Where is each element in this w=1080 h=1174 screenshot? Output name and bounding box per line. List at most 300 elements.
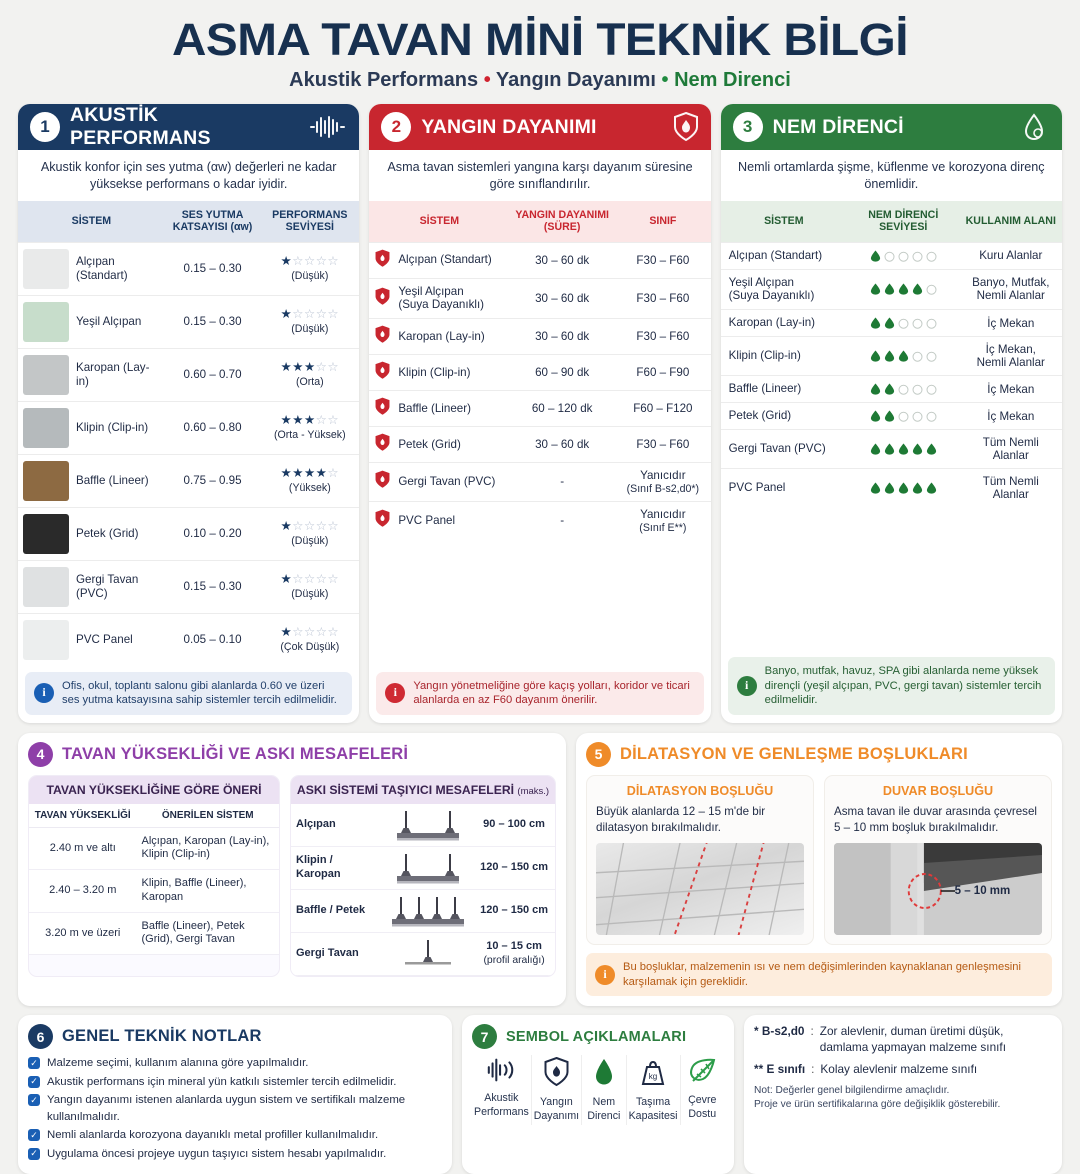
panel3-intro: Nemli ortamlarda şişme, küflenme ve korozyona direnç önemlidir.: [738, 160, 1045, 192]
system-thumbnail: [23, 408, 69, 448]
page-subtitle: [18, 69, 1062, 92]
table-row: [18, 560, 359, 613]
ceiling-height-value: 2.40 m ve altı: [29, 827, 137, 870]
symbol-item: [627, 1055, 681, 1124]
fire-class: F60 – F90: [615, 355, 711, 391]
table-row: [18, 454, 359, 507]
legend-row: [754, 1062, 1052, 1078]
top-panels-row: [18, 104, 1062, 722]
sound-wave-icon: [474, 1057, 529, 1088]
col-header-duration-line1: YANGIN DAYANIMI: [515, 209, 609, 222]
fire-shield-icon: [374, 470, 391, 493]
star-rating: ★☆☆☆☆: [280, 572, 340, 587]
performance-level: [260, 507, 359, 560]
level-label: (Düşük): [291, 269, 329, 282]
fire-shield-icon: [673, 112, 699, 142]
subtitle-acoustic: Akustik Performans: [289, 69, 479, 92]
moisture-system-name: Karopan (Lay-in): [721, 310, 847, 337]
note-text: Malzeme seçimi, kullanım alanına göre yapılmalıdır.: [47, 1057, 309, 1070]
table-row: [369, 355, 710, 391]
aw-value: 0.75 – 0.95: [165, 454, 261, 507]
system-thumbnail: [23, 249, 69, 289]
level-label: (Yüksek): [288, 481, 331, 494]
hanger-spacing-subcard: [290, 775, 556, 977]
fire-shield-icon: [374, 509, 391, 532]
hanger-system-name: Baffle / Petek: [291, 889, 375, 932]
acoustic-system-cell: [18, 613, 165, 666]
table-row: [18, 348, 359, 401]
dilatation-photo: [596, 843, 804, 935]
table-row: [18, 401, 359, 454]
system-name: Karopan (Lay-in): [398, 329, 485, 343]
fire-system-cell: [369, 427, 509, 463]
fire-class: F30 – F60: [615, 319, 711, 355]
star-rating: ★★★★☆: [280, 466, 340, 481]
panel2-note: [376, 672, 703, 715]
hanger-spacing-sub: (profil aralığı): [483, 955, 545, 967]
col-header-aw-line1: SES YUTMA: [181, 209, 244, 222]
panel7-header: [472, 1024, 724, 1049]
table-row: [18, 242, 359, 295]
fire-shield-icon: [374, 249, 391, 272]
table-row: [369, 427, 710, 463]
performance-level: [260, 348, 359, 401]
table-row: [721, 242, 1062, 269]
legend-rows: [754, 1024, 1052, 1078]
middle-panels-row: [18, 733, 1062, 1007]
usage-area: İç Mekan, Nemli Alanlar: [960, 337, 1062, 376]
acoustic-system-cell: [18, 454, 165, 507]
moisture-level: [847, 430, 960, 469]
table-row: [369, 501, 710, 540]
fire-class-sub: (Sınıf B-s2,d0*): [626, 482, 700, 495]
legend-key: * B-s2,d0: [754, 1024, 805, 1039]
system-thumbnail: [23, 514, 69, 554]
legend-row: [754, 1024, 1052, 1056]
col-header-height: TAVAN YÜKSEKLİĞİ: [29, 804, 137, 828]
panel4-sub2-title: [291, 776, 555, 804]
page-title: ASMA TAVAN MİNİ TEKNİK BİLGİ: [172, 14, 908, 65]
system-name: PVC Panel: [398, 513, 456, 527]
fire-system-cell: [369, 462, 509, 501]
col-header-duration: [509, 201, 615, 242]
panel1-number: 1: [30, 112, 60, 142]
star-rating: ★★★☆☆: [280, 413, 340, 428]
symbol-item: [532, 1055, 582, 1124]
table-row: [29, 870, 279, 913]
fire-class: Yanıcıdır (Sınıf B-s2,d0*): [615, 462, 711, 501]
fire-duration: 60 – 90 dk: [509, 355, 615, 391]
aw-value: 0.60 – 0.70: [165, 348, 261, 401]
legend-key: ** E sınıfı: [754, 1062, 806, 1077]
panel7-number: 7: [472, 1024, 497, 1049]
usage-area: Tüm Nemli Alanlar: [960, 430, 1062, 469]
col-header-perf-line1: PERFORMANS: [272, 209, 348, 222]
panel1-note: [25, 672, 352, 715]
moisture-level: [847, 376, 960, 403]
panel2-note-text: Yangın yönetmeliğine göre kaçış yolları, koridor ve ticari alanlarda en az F60 dayanım önerilir.: [413, 679, 690, 707]
moisture-dots: [850, 383, 957, 395]
fire-duration: 60 – 120 dk: [509, 391, 615, 427]
fire-class-sub: (Sınıf E**): [639, 521, 687, 534]
hanger-diagram-cell: [375, 804, 473, 847]
moisture-level: [847, 310, 960, 337]
table-row: [18, 295, 359, 348]
fire-duration: 30 – 60 dk: [509, 278, 615, 319]
acoustic-system-cell: [18, 348, 165, 401]
star-rating: ★☆☆☆☆: [280, 625, 340, 640]
acoustic-system-cell: [18, 295, 165, 348]
panel2-intro: Asma tavan sistemleri yangına karşı dayanım süresine göre sınıflandırılır.: [387, 160, 693, 192]
fire-system-cell: [369, 391, 509, 427]
table-row: [721, 376, 1062, 403]
table-row: [291, 846, 555, 889]
fire-duration: -: [509, 462, 615, 501]
panel-acoustic-performance: [18, 104, 359, 722]
system-name: Klipin (Clip-in): [76, 420, 149, 434]
panel2-title: YANGIN DAYANIMI: [421, 115, 597, 138]
symbol-item: [472, 1055, 532, 1124]
aw-value: 0.60 – 0.80: [165, 401, 261, 454]
panel4-sub1-title: TAVAN YÜKSEKLİĞİNE GÖRE ÖNERİ: [29, 776, 279, 804]
table-row: [18, 507, 359, 560]
col-header-perf-line2: SEVİYESİ: [285, 221, 334, 234]
legend-separator: :: [811, 1062, 815, 1077]
fire-duration: -: [509, 501, 615, 540]
system-thumbnail: [23, 461, 69, 501]
col-header-usage-area: KULLANIM ALANI: [960, 201, 1062, 242]
star-rating: ★☆☆☆☆: [280, 519, 340, 534]
level-label: (Orta - Yüksek): [274, 428, 346, 441]
hanger-spacing-value: 90 – 100 cm: [473, 804, 555, 847]
system-name: Petek (Grid): [76, 526, 139, 540]
usage-area: İç Mekan: [960, 310, 1062, 337]
panel1-intro: Akustik konfor için ses yutma (αw) değerleri ne kadar yüksekse performans o kadar iyidir.: [40, 160, 337, 192]
system-name: Yeşil Alçıpan: [76, 314, 142, 328]
panel-expansion-gaps: [576, 733, 1062, 1007]
system-name: Karopan (Lay-in): [76, 360, 150, 388]
hanger-diagram: [378, 936, 478, 972]
fire-system-cell: [369, 319, 509, 355]
check-icon: ✓: [28, 1076, 40, 1088]
col-header-moisture-level: [847, 201, 960, 242]
usage-area: Banyo, Mutfak, Nemli Alanlar: [960, 269, 1062, 310]
wall-gap-callout: 5 – 10 mm: [954, 885, 1011, 898]
legend-value: Kolay alevlenir malzeme sınıfı: [820, 1062, 978, 1077]
hanger-spacing-value: 120 – 150 cm: [473, 846, 555, 889]
level-label: (Çok Düşük): [280, 640, 340, 653]
moisture-level: [847, 337, 960, 376]
note-text: Akustik performans için mineral yün katkılı sistemler tercih edilmelidir.: [47, 1075, 397, 1088]
system-name: Yeşil Alçıpan (Suya Dayanıklı): [398, 284, 485, 312]
table-row: [29, 827, 279, 870]
wall-gap-photo: [834, 843, 1042, 935]
moisture-system-name: Gergi Tavan (PVC): [721, 430, 847, 469]
hanger-system-name: Alçıpan: [291, 804, 375, 847]
panel5-header: [586, 742, 1052, 767]
table-row: [369, 242, 710, 278]
system-name: Baffle (Lineer): [398, 401, 471, 415]
wall-gap-subcard: [824, 775, 1052, 945]
table-row: [369, 319, 710, 355]
usage-area: İç Mekan: [960, 403, 1062, 430]
moisture-level: [847, 242, 960, 269]
acoustic-system-cell: [18, 560, 165, 613]
panel7-title: SEMBOL AÇIKLAMALARI: [506, 1028, 687, 1045]
panel5-title: DİLATASYON VE GENLEŞME BOŞLUKLARI: [620, 744, 968, 763]
col-header-class: SINIF: [615, 201, 711, 242]
fire-class: F30 – F60: [615, 427, 711, 463]
moisture-table: [721, 201, 1062, 507]
info-icon: i: [34, 683, 54, 703]
hanger-diagram-cell: [375, 932, 473, 975]
table-row: [721, 269, 1062, 310]
system-thumbnail: [23, 620, 69, 660]
col-header-recommended: ÖNERİLEN SİSTEM: [137, 804, 280, 828]
fire-duration: 30 – 60 dk: [509, 242, 615, 278]
fire-shield-icon: [374, 325, 391, 348]
panel5-sub2-text: Asma tavan ile duvar arasında çevresel 5 – 10 mm boşluk bırakılmalıdır.: [834, 804, 1037, 834]
panel-fire-resistance: [369, 104, 710, 722]
aw-value: 0.10 – 0.20: [165, 507, 261, 560]
panel3-note: [728, 657, 1055, 715]
table-row: [721, 403, 1062, 430]
list-item: [28, 1055, 442, 1072]
table-row: [291, 804, 555, 847]
system-name: PVC Panel: [76, 632, 133, 646]
aw-value: 0.05 – 0.10: [165, 613, 261, 666]
ceiling-height-value: 2.40 – 3.20 m: [29, 870, 137, 913]
check-icon: ✓: [28, 1129, 40, 1141]
panel4-header: [28, 742, 556, 767]
star-rating: ★★★☆☆: [280, 360, 340, 375]
hanger-system-name: Gergi Tavan: [291, 932, 375, 975]
table-row: [18, 613, 359, 666]
bottom-panels-row: [18, 1015, 1062, 1174]
performance-level: [260, 295, 359, 348]
system-name: Alçıpan (Standart): [76, 254, 128, 282]
fire-system-cell: [369, 355, 509, 391]
dilatation-gap-subcard: [586, 775, 814, 945]
moisture-level: [847, 269, 960, 310]
acoustic-system-cell: [18, 242, 165, 295]
level-label: (Düşük): [291, 587, 329, 600]
panel-general-notes: [18, 1015, 452, 1174]
note-text: Nemli alanlarda korozyona dayanıklı metal profiller kullanılmalıdır.: [47, 1129, 379, 1142]
panel2-header: [369, 104, 710, 150]
panel3-header: [721, 104, 1062, 150]
panel4-title: TAVAN YÜKSEKLİĞİ VE ASKI MESAFELERİ: [62, 744, 409, 763]
panel5-note-text: Bu boşluklar, malzemenin ısı ve nem değişimlerinden kaynaklanan genleşmesini karşılamak için gereklidir.: [623, 961, 1021, 988]
ceiling-height-table: [29, 804, 279, 956]
table-row: [721, 337, 1062, 376]
moisture-dots: [850, 482, 957, 494]
symbol-item: [582, 1055, 627, 1124]
symbol-label: Taşıma Kapasitesi: [628, 1096, 678, 1122]
bullet-separator-1: •: [483, 69, 491, 92]
panel5-sub2-title: DUVAR BOŞLUĞU: [882, 783, 994, 798]
panel-symbol-legend: [462, 1015, 734, 1174]
fire-class: F30 – F60: [615, 278, 711, 319]
system-name: Klipin (Clip-in): [398, 365, 471, 379]
col-header-moisture-line2: SEVİYESİ: [879, 221, 928, 234]
system-thumbnail: [23, 567, 69, 607]
check-icon: ✓: [28, 1057, 40, 1069]
list-item: [28, 1092, 442, 1125]
table-row: [291, 889, 555, 932]
info-icon: i: [385, 683, 405, 703]
fire-class: F30 – F60: [615, 242, 711, 278]
recommended-system: Alçıpan, Karopan (Lay-in), Klipin (Clip-in): [137, 827, 280, 870]
hanger-diagram: [378, 807, 478, 843]
hanger-diagram: [378, 850, 478, 886]
panel1-header: [18, 104, 359, 150]
symbol-item: [681, 1055, 725, 1124]
legend-note-1: Not: Değerler genel bilgilendirme amaçlıdır.: [754, 1085, 950, 1097]
table-row: [369, 462, 710, 501]
moisture-dots: [850, 350, 957, 362]
ceiling-height-value: 3.20 m ve üzeri: [29, 912, 137, 955]
star-rating: ★☆☆☆☆: [280, 254, 340, 269]
table-row: [291, 932, 555, 975]
fire-system-cell: [369, 501, 509, 540]
panel6-number: 6: [28, 1024, 53, 1049]
hanger-system-name: Klipin / Karopan: [291, 846, 375, 889]
list-item: [28, 1146, 442, 1163]
usage-area: Tüm Nemli Alanlar: [960, 469, 1062, 508]
panel2-number: 2: [381, 112, 411, 142]
hanger-diagram-cell: [375, 846, 473, 889]
panel-moisture-resistance: [721, 104, 1062, 722]
moisture-system-name: Alçıpan (Standart): [721, 242, 847, 269]
performance-level: [260, 560, 359, 613]
hanger-spacing-value: 120 – 150 cm: [473, 889, 555, 932]
col-header-performance: [260, 201, 359, 242]
fire-shield-icon: [374, 287, 391, 310]
hanger-diagram-cell: [375, 889, 473, 932]
system-name: Petek (Grid): [398, 437, 461, 451]
moisture-system-name: Yeşil Alçıpan (Suya Dayanıklı): [721, 269, 847, 310]
note-text: Uygulama öncesi projeye uygun taşıyıcı sistem hesabı yapılmalıdır.: [47, 1147, 387, 1160]
panel6-header: [28, 1024, 442, 1049]
panel4-number: 4: [28, 742, 53, 767]
fire-system-cell: [369, 278, 509, 319]
note-text: Yangın dayanımı istenen alanlarda uygun sistem ve sertifikalı malzeme kullanılmalıdır.: [47, 1094, 406, 1123]
recommended-system: Baffle (Lineer), Petek (Grid), Gergi Tavan: [137, 912, 280, 955]
system-thumbnail: [23, 302, 69, 342]
info-icon: i: [737, 676, 757, 696]
subtitle-moisture: Nem Direnci: [674, 69, 791, 92]
sound-wave-icon: [309, 116, 347, 138]
ceiling-height-subcard: [28, 775, 280, 977]
col-header-system: SİSTEM: [18, 201, 165, 242]
hanger-diagram: [378, 893, 478, 929]
moisture-system-name: Petek (Grid): [721, 403, 847, 430]
hanger-spacing-table: [291, 804, 555, 976]
panel6-title: GENEL TEKNİK NOTLAR: [62, 1027, 262, 1046]
col-header-duration-line2: (SÜRE): [543, 221, 581, 234]
system-name: Gergi Tavan (PVC): [398, 474, 496, 488]
acoustic-table: [18, 201, 359, 665]
bullet-separator-2: •: [661, 69, 669, 92]
acoustic-system-cell: [18, 401, 165, 454]
aw-value: 0.15 – 0.30: [165, 242, 261, 295]
table-row: [369, 278, 710, 319]
panel4-sub2-title-main: ASKI SİSTEMİ TAŞIYICI MESAFELERİ: [296, 782, 515, 797]
system-name: Alçıpan (Standart): [398, 253, 492, 267]
fire-shield-icon: [374, 397, 391, 420]
symbol-label: Nem Direnci: [587, 1096, 621, 1122]
fire-class: Yanıcıdır (Sınıf E**): [615, 501, 711, 540]
moisture-system-name: Klipin (Clip-in): [721, 337, 847, 376]
panel4-sub2-title-suffix: (maks.): [517, 785, 550, 797]
list-item: [28, 1127, 442, 1144]
usage-area: Kuru Alanlar: [960, 242, 1062, 269]
table-row: [721, 310, 1062, 337]
system-thumbnail: [23, 355, 69, 395]
table-row: [29, 912, 279, 955]
moisture-dots: [850, 283, 957, 295]
moisture-level: [847, 469, 960, 508]
symbol-label: Akustik Performans: [474, 1092, 529, 1118]
aw-value: 0.15 – 0.30: [165, 560, 261, 613]
recommended-system: Klipin, Baffle (Lineer), Karopan: [137, 870, 280, 913]
moisture-system-name: Baffle (Lineer): [721, 376, 847, 403]
col-header-system: SİSTEM: [721, 201, 847, 242]
aw-value: 0.15 – 0.30: [165, 295, 261, 348]
performance-level: [260, 401, 359, 454]
legend-note-2: Proje ve ürün sertifikalarına göre değişiklik gösterebilir.: [754, 1099, 1001, 1111]
fire-table: [369, 201, 710, 540]
legend-value: Zor alevlenir, duman üretimi düşük, damlama yapmayan malzeme sınıfı: [819, 1024, 1006, 1055]
panel5-sub1-title: DİLATASYON BOŞLUĞU: [626, 783, 774, 798]
panel5-note: [586, 953, 1052, 996]
col-header-system: SİSTEM: [369, 201, 509, 242]
moisture-dots: [850, 443, 957, 455]
performance-level: [260, 613, 359, 666]
symbol-label: Çevre Dostu: [688, 1094, 717, 1120]
legend-separator: :: [810, 1024, 814, 1039]
acoustic-system-cell: [18, 507, 165, 560]
panel1-title: AKUSTİK PERFORMANS: [70, 104, 211, 150]
table-row: [721, 430, 1062, 469]
performance-level: [260, 242, 359, 295]
fire-duration: 30 – 60 dk: [509, 427, 615, 463]
panel5-sub1-text: Büyük alanlarda 12 – 15 m'de bir dilatasyon bırakılmalıdır.: [596, 804, 766, 834]
water-drop-icon: [1022, 112, 1050, 142]
level-label: (Düşük): [291, 534, 329, 547]
panel5-number: 5: [586, 742, 611, 767]
list-item: [28, 1074, 442, 1091]
panel1-note-text: Ofis, okul, toplantı salonu gibi alanlarda 0.60 ve üzeri ses yutma katsayısına sahip sistemler tercih edilmelidir.: [62, 679, 337, 707]
col-header-moisture-line1: NEM DİRENCİ: [868, 209, 939, 222]
fire-shield-icon: [374, 433, 391, 456]
performance-level: [260, 454, 359, 507]
symbol-row: [472, 1055, 724, 1124]
star-rating: ★☆☆☆☆: [280, 307, 340, 322]
water-drop-icon: [584, 1057, 624, 1092]
fire-duration: 30 – 60 dk: [509, 319, 615, 355]
moisture-level: [847, 403, 960, 430]
col-header-aw: [165, 201, 261, 242]
general-notes-list: [28, 1055, 442, 1162]
table-row: [721, 469, 1062, 508]
fire-system-cell: [369, 242, 509, 278]
fire-shield-icon: [374, 361, 391, 384]
panel3-note-text: Banyo, mutfak, havuz, SPA gibi alanlarda neme yüksek dirençli (yeşil alçıpan, PVC, gergi tavan) sistemler tercih edilmelidir.: [764, 665, 1042, 707]
system-name: Gergi Tavan (PVC): [76, 572, 139, 600]
moisture-dots: [850, 317, 957, 329]
